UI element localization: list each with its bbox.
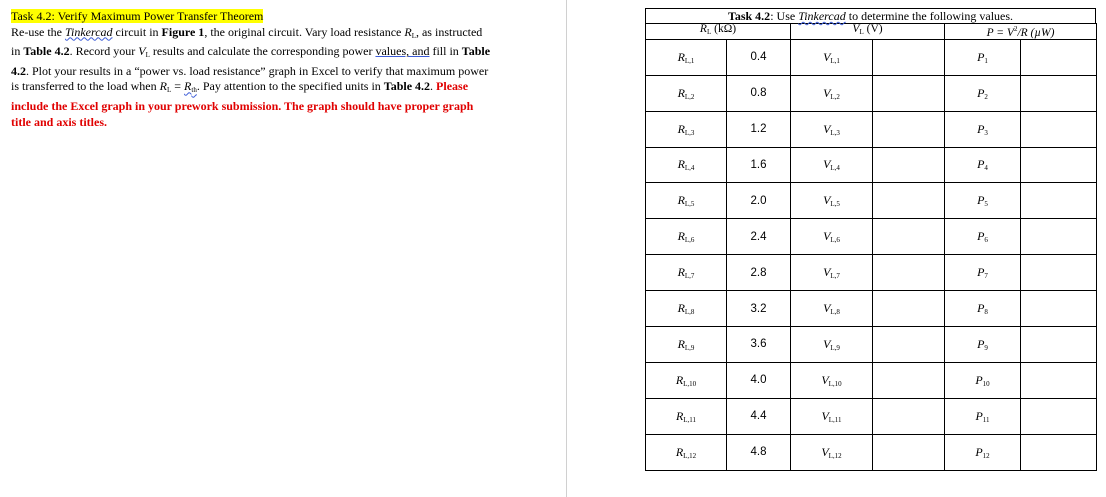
p-value-cell[interactable]	[1021, 362, 1097, 398]
header-vl-sub: L	[859, 28, 864, 37]
body-text: =	[171, 79, 185, 94]
p-value-cell[interactable]	[1021, 75, 1097, 111]
body-text: . Record your	[69, 44, 139, 59]
values-and-text: values, and	[375, 44, 430, 59]
p-label: P	[975, 372, 983, 387]
body-text: results and calculate the corresponding power	[149, 44, 376, 59]
rl-value-cell: 4.0	[727, 362, 791, 398]
vl-label: V	[823, 157, 831, 172]
rl-label-sub: L,10	[683, 379, 697, 388]
table-row	[646, 255, 1097, 291]
vl-label: V	[823, 121, 831, 136]
vl-label-cell	[791, 75, 873, 111]
p-label-sub: 2	[984, 92, 988, 101]
vl-label-sub: L,6	[830, 236, 840, 245]
vl-label-cell	[791, 255, 873, 291]
body-text: fill in	[429, 44, 462, 59]
table-row	[646, 326, 1097, 362]
p-label-sub: 5	[984, 200, 988, 209]
vl-value-cell[interactable]	[873, 75, 945, 111]
body-text: . Plot your results in a “power vs. load resistance” graph in Excel to verify that maximum power is transferred to the load when	[11, 63, 489, 94]
table-row	[646, 291, 1097, 327]
header-vl-symbol: V	[852, 23, 860, 36]
vl-label-sub: L,11	[828, 415, 842, 424]
rl-label: R	[675, 444, 684, 459]
figure-ref: Figure 1	[161, 24, 205, 39]
vl-value-cell[interactable]	[873, 219, 945, 255]
body-text: , the original circuit. Vary load resistance	[204, 24, 405, 39]
vl-label: V	[823, 193, 831, 208]
rl-label-sub: L,1	[684, 56, 695, 65]
p-label-cell	[945, 434, 1021, 470]
p-label: P	[977, 336, 985, 351]
p-label: P	[975, 444, 983, 459]
vl-label-sub: L,8	[830, 308, 840, 316]
vl-subscript: L	[145, 51, 150, 60]
table-4-2	[645, 8, 1096, 471]
p-label: P	[977, 301, 985, 315]
body-text: .	[430, 79, 437, 94]
body-text: , as instructed in	[11, 24, 483, 59]
vl-label-cell	[791, 362, 873, 398]
p-label-cell	[945, 183, 1021, 219]
body-text: . Pay attention to the specified units in	[196, 79, 384, 94]
vl-label-cell	[791, 434, 873, 470]
vl-value-cell[interactable]	[873, 291, 945, 327]
p-label-cell	[945, 255, 1021, 291]
rl-label-cell	[646, 111, 727, 147]
rl-value-cell: 3.6	[727, 326, 791, 362]
rl-symbol: R	[404, 24, 412, 39]
caption-tinkercad: Tinkercad	[798, 9, 846, 23]
vl-label-sub: L,10	[828, 379, 842, 388]
vl-label-sub: L,3	[830, 128, 840, 137]
vl-label: V	[821, 444, 829, 459]
rl-label: R	[677, 85, 685, 100]
rl-label-sub: L,12	[683, 451, 697, 460]
rl-value-cell: 0.8	[727, 75, 791, 111]
rl-label-sub: L,3	[684, 128, 695, 137]
task-instructions	[11, 9, 491, 130]
rl-label-cell	[646, 219, 727, 255]
p-label-sub: 10	[982, 379, 990, 388]
rl-value-cell: 0.4	[727, 39, 791, 75]
p-label-sub: 3	[984, 128, 988, 137]
page-divider	[566, 0, 567, 497]
table-row	[646, 434, 1097, 470]
p-label-sub: 1	[984, 56, 988, 65]
vl-label-cell	[791, 219, 873, 255]
vl-label: V	[823, 85, 831, 100]
p-label-cell	[945, 111, 1021, 147]
rl-label-sub: L,6	[684, 236, 695, 245]
rl-label-cell	[646, 326, 727, 362]
table-ref: Table 4.2	[383, 79, 431, 94]
tinkercad-word: Tinkercad	[64, 24, 113, 39]
rl-symbol: R	[159, 79, 167, 94]
vl-label: V	[823, 265, 831, 280]
vl-label: V	[823, 49, 831, 64]
p-label: P	[977, 85, 985, 100]
table-row	[646, 75, 1097, 111]
header-rl-unit: (kΩ)	[711, 23, 737, 36]
vl-label-cell	[791, 291, 873, 327]
vl-label: V	[821, 408, 829, 423]
rl-label: R	[677, 229, 685, 244]
vl-label-sub: L,9	[830, 343, 840, 352]
table-row	[646, 362, 1097, 398]
rl-label-cell	[646, 362, 727, 398]
caption-text: : Use	[770, 9, 799, 23]
table-ref: Table 4.2	[11, 44, 491, 78]
rl-label: R	[675, 408, 684, 423]
p-value-cell[interactable]	[1021, 398, 1097, 434]
header-rl-symbol: R	[699, 23, 707, 36]
p-label-sub: 12	[982, 451, 990, 460]
vl-value-cell[interactable]	[873, 434, 945, 470]
vl-label-sub: L,1	[830, 56, 840, 65]
p-label-cell	[945, 147, 1021, 183]
p-label-sub: 4	[984, 164, 988, 173]
vl-label: V	[823, 301, 831, 315]
header-power	[945, 24, 1097, 40]
vl-label-cell	[791, 111, 873, 147]
vl-label-cell	[791, 326, 873, 362]
rth-symbol: R	[184, 79, 192, 94]
rl-label-cell	[646, 183, 727, 219]
vl-label-cell	[791, 398, 873, 434]
p-value-cell[interactable]	[1021, 183, 1097, 219]
rl-label-cell	[646, 291, 727, 327]
p-value-cell[interactable]	[1021, 326, 1097, 362]
header-vl-unit: (V)	[863, 23, 883, 36]
vl-label-sub: L,12	[828, 451, 842, 460]
submission-note: Please include the Excel graph in your prework submission. The graph should have proper graph title and axis titles.	[11, 79, 474, 129]
table-ref: Table 4.2	[23, 44, 70, 59]
rl-label: R	[677, 265, 685, 280]
p-label: P	[977, 49, 985, 64]
table-row	[646, 219, 1097, 255]
vl-label: V	[821, 372, 829, 387]
body-text: circuit in	[112, 24, 162, 39]
rl-label-cell	[646, 75, 727, 111]
vl-label-sub: L,5	[830, 200, 840, 209]
vl-value-cell[interactable]	[873, 111, 945, 147]
rl-label-cell	[646, 39, 727, 75]
p-label: P	[977, 265, 985, 280]
data-table	[645, 23, 1097, 471]
table-body	[646, 39, 1097, 470]
rl-label-sub: L,11	[683, 415, 697, 424]
header-p-rest: /R (µW)	[1017, 26, 1055, 39]
vl-label-sub: L,2	[830, 92, 840, 101]
task-title	[11, 9, 491, 25]
rl-label-sub: L,7	[684, 272, 695, 281]
table-row	[646, 398, 1097, 434]
rl-label: R	[675, 372, 684, 387]
header-rl-sub: L	[706, 28, 712, 37]
p-value-cell[interactable]	[1021, 291, 1097, 327]
p-value-cell[interactable]	[1021, 39, 1097, 75]
vl-value-cell[interactable]	[873, 362, 945, 398]
p-label: P	[977, 121, 985, 136]
p-label: P	[977, 193, 985, 208]
table-header-row	[646, 24, 1097, 40]
table-row	[646, 111, 1097, 147]
p-label-sub: 7	[984, 272, 988, 281]
p-label-sub: 11	[982, 415, 990, 424]
vl-value-cell[interactable]	[873, 326, 945, 362]
rl-value-cell: 2.0	[727, 183, 791, 219]
rl-label: R	[677, 336, 685, 351]
rl-label-cell	[646, 398, 727, 434]
rl-value-cell: 4.8	[727, 434, 791, 470]
vl-label: V	[823, 336, 831, 351]
vl-label-sub: L,7	[830, 272, 840, 281]
caption-label: Task 4.2	[727, 9, 771, 23]
rl-value-cell: 4.4	[727, 398, 791, 434]
p-value-cell[interactable]	[1021, 147, 1097, 183]
rl-label: R	[677, 301, 685, 315]
vl-value-cell[interactable]	[873, 255, 945, 291]
rth-subscript: th	[191, 86, 197, 95]
p-label-cell	[945, 362, 1021, 398]
rl-value-cell: 1.6	[727, 147, 791, 183]
rl-value-cell: 2.4	[727, 219, 791, 255]
p-value-cell[interactable]	[1021, 255, 1097, 291]
p-label-cell	[945, 398, 1021, 434]
rl-subscript: L	[411, 31, 416, 40]
table-row	[646, 39, 1097, 75]
p-label-cell	[945, 219, 1021, 255]
rl-label-sub: L,4	[684, 164, 695, 173]
body-text: Re-use the	[11, 24, 65, 39]
p-label-sub: 6	[984, 236, 988, 245]
rl-label: R	[677, 193, 685, 208]
table-caption	[645, 8, 1096, 23]
p-label-cell	[945, 39, 1021, 75]
rl-value-cell: 1.2	[727, 111, 791, 147]
vl-label-sub: L,4	[830, 164, 840, 173]
p-label: P	[977, 229, 985, 244]
rl-value-cell: 2.8	[727, 255, 791, 291]
table-row	[646, 183, 1097, 219]
vl-label-cell	[791, 147, 873, 183]
p-value-cell[interactable]	[1021, 219, 1097, 255]
rl-subscript: L	[166, 86, 172, 95]
p-label: P	[975, 408, 983, 423]
vl-value-cell[interactable]	[873, 183, 945, 219]
rl-label-cell	[646, 147, 727, 183]
vl-value-cell[interactable]	[873, 398, 945, 434]
p-label: P	[977, 157, 985, 172]
p-label-sub: 9	[984, 343, 988, 352]
p-value-cell[interactable]	[1021, 111, 1097, 147]
task-title-text: Task 4.2: Verify Maximum Power Transfer Theorem	[11, 9, 264, 23]
p-label-sub: 8	[984, 308, 988, 316]
task-body	[11, 25, 491, 131]
vl-symbol: V	[138, 44, 146, 59]
rl-label-sub: L,2	[684, 92, 695, 101]
rl-value-cell: 3.2	[727, 291, 791, 327]
p-label-cell	[945, 75, 1021, 111]
header-rl	[646, 24, 791, 40]
rl-label: R	[677, 49, 685, 64]
vl-value-cell[interactable]	[873, 147, 945, 183]
rl-label-cell	[646, 434, 727, 470]
p-value-cell[interactable]	[1021, 434, 1097, 470]
header-vl	[791, 24, 945, 40]
caption-text: to determine the following values.	[845, 9, 1014, 23]
rl-label-sub: L,8	[684, 308, 695, 316]
rl-label-sub: L,9	[684, 343, 695, 352]
p-label-cell	[945, 291, 1021, 327]
rl-label-cell	[646, 255, 727, 291]
rl-label-sub: L,5	[684, 200, 695, 209]
rl-label: R	[677, 157, 685, 172]
header-p-sup: 2	[1013, 25, 1018, 33]
vl-label-cell	[791, 39, 873, 75]
vl-label-cell	[791, 183, 873, 219]
vl-value-cell[interactable]	[873, 39, 945, 75]
rl-label: R	[677, 121, 685, 136]
vl-label: V	[823, 229, 831, 244]
table-row	[646, 147, 1097, 183]
header-p-formula: P = V	[986, 26, 1014, 39]
p-label-cell	[945, 326, 1021, 362]
